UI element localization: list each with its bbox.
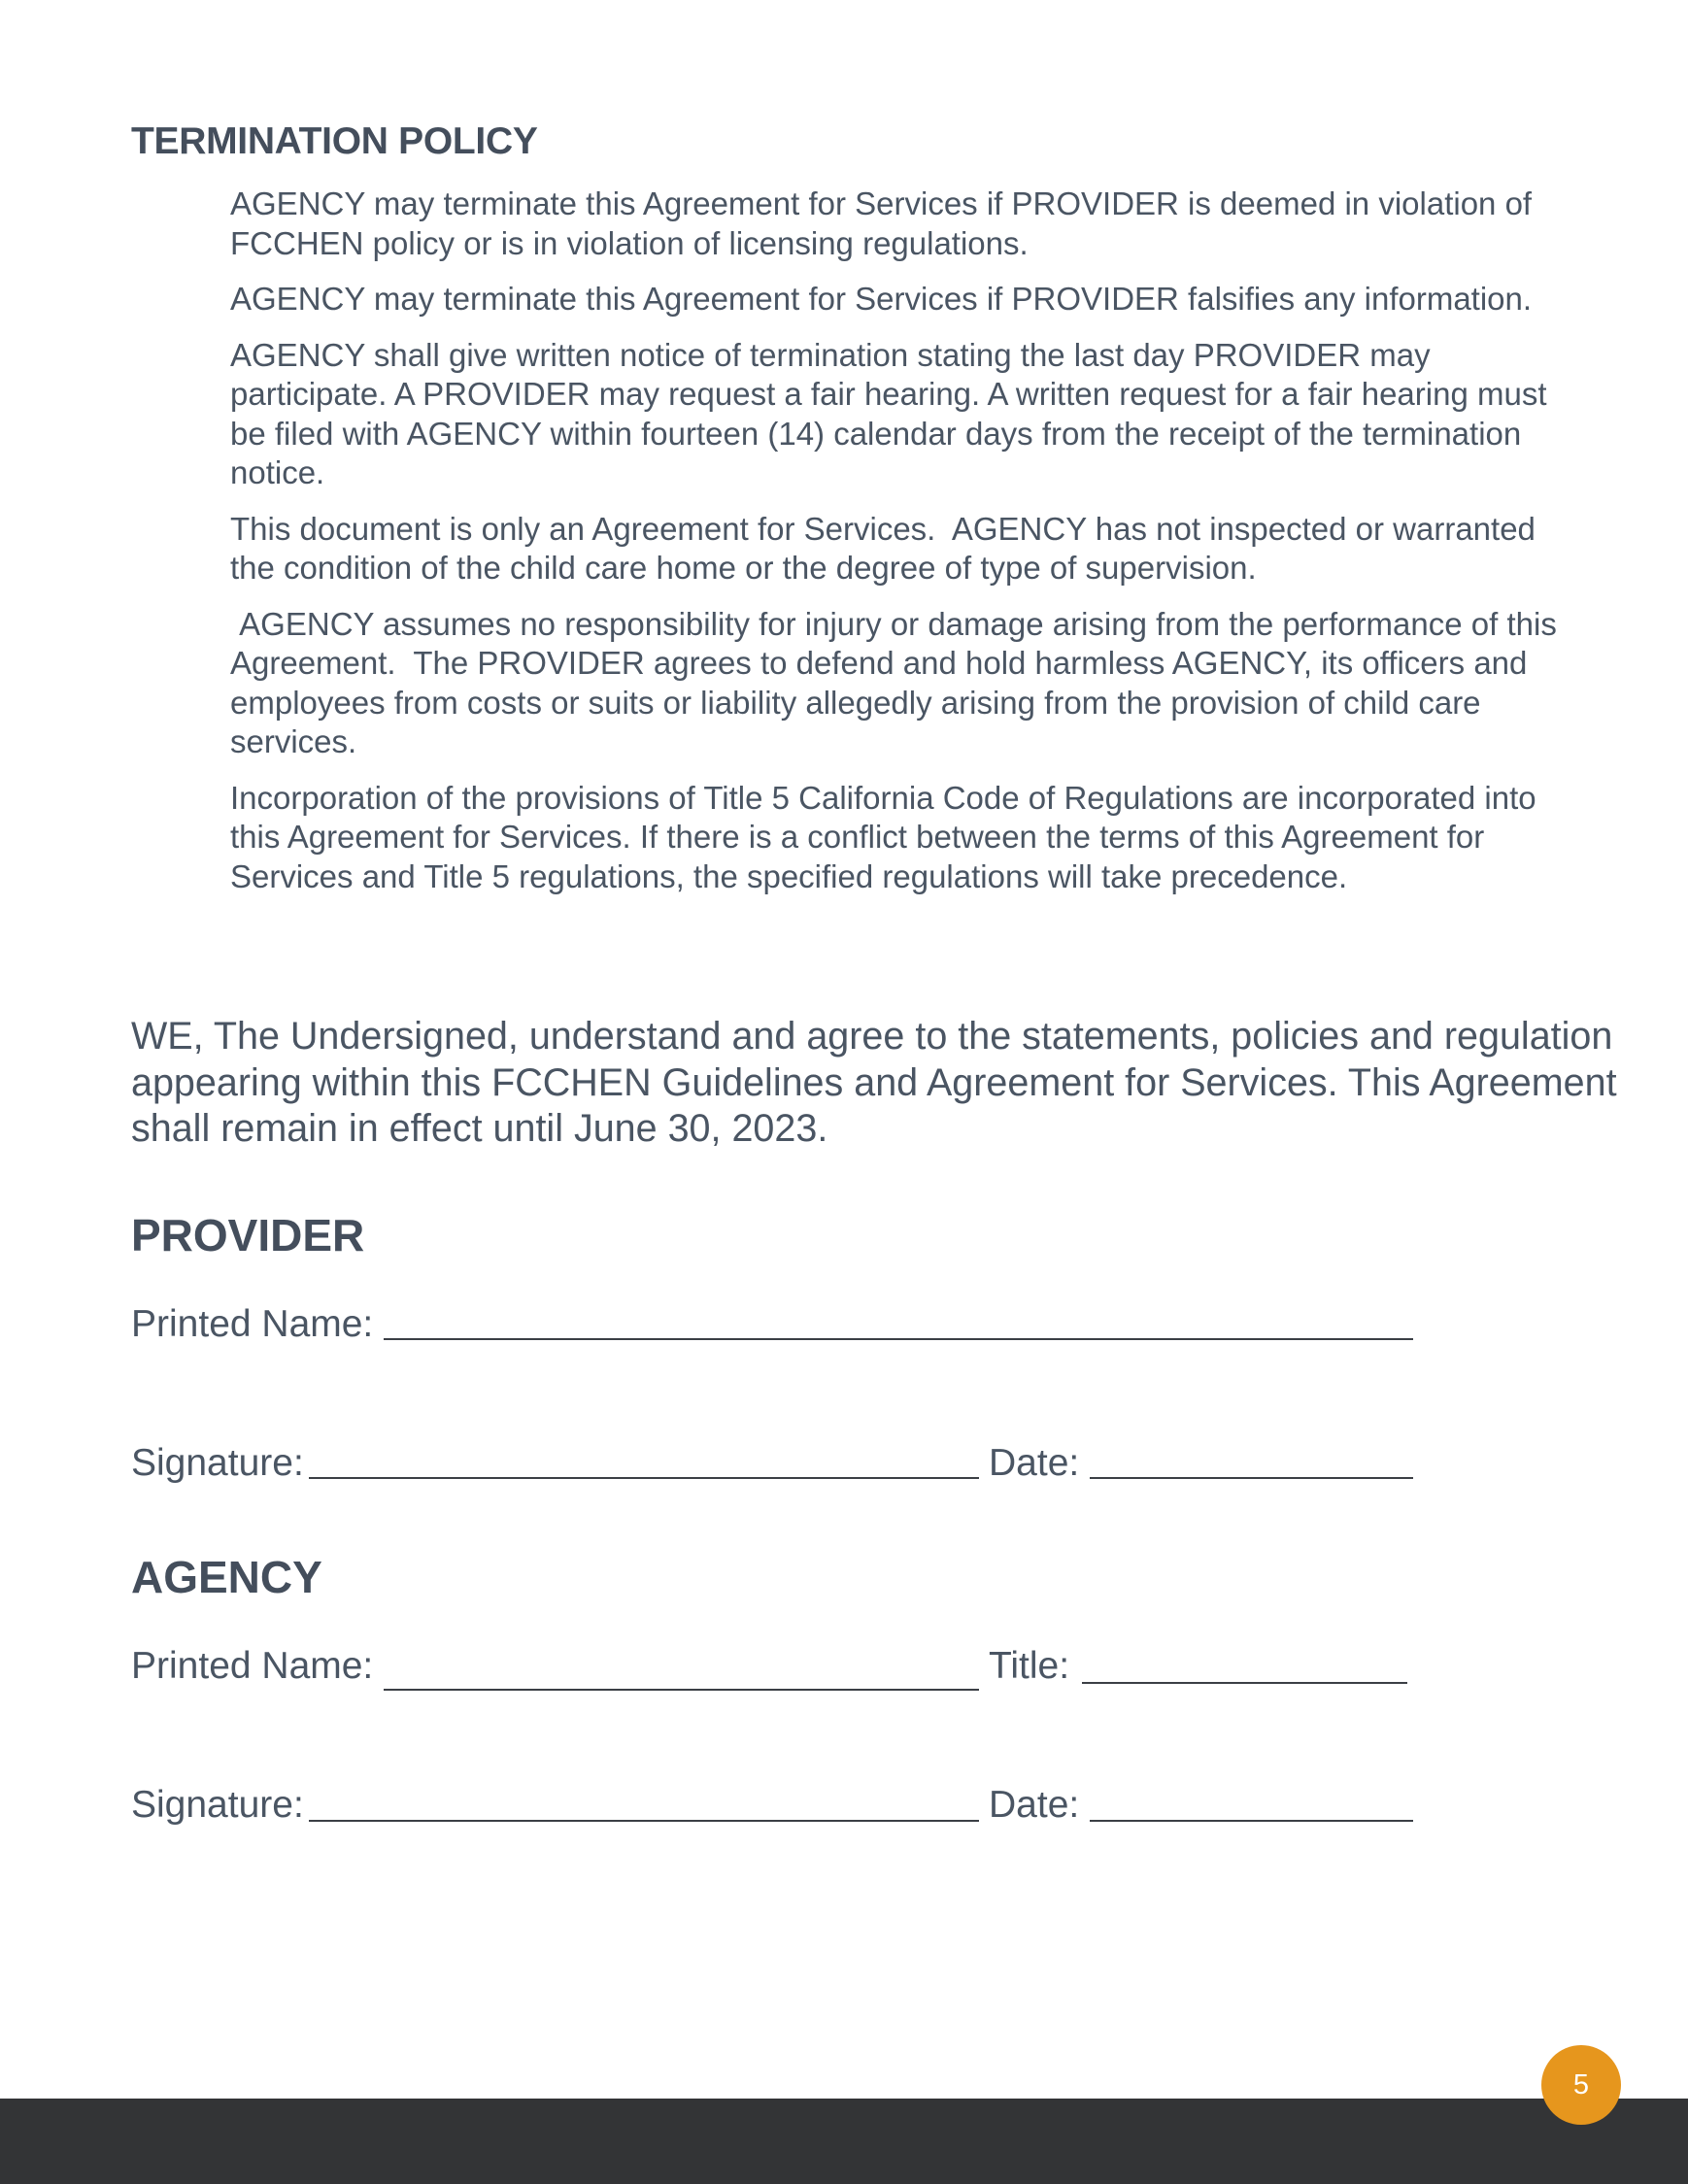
agency-signature-label: Signature: (131, 1784, 304, 1826)
agency-printed-name-label: Printed Name: (131, 1645, 374, 1687)
agency-heading: AGENCY (131, 1552, 322, 1602)
agency-printed-name-line[interactable] (384, 1689, 979, 1691)
agency-date-line[interactable] (1090, 1820, 1413, 1822)
termination-paragraph-5: AGENCY assumes no responsibility for injury or damage arising from the performance of this Agreement. The PROVIDER agrees to defend and hold harmless AGENCY, its officers and employees from costs or suits or liability allegedly arising from the provision of child care services. (230, 605, 1565, 759)
footer-bar (0, 2099, 1688, 2184)
agency-date-label: Date: (989, 1784, 1080, 1826)
provider-printed-name-line[interactable] (384, 1338, 1413, 1340)
termination-paragraph-4: This document is only an Agreement for Services. AGENCY has not inspected or warranted the condition of the child care home or the degree of type of supervision. (230, 510, 1545, 586)
termination-paragraph-2: AGENCY may terminate this Agreement for Services if PROVIDER falsifies any information. (230, 281, 1533, 317)
provider-printed-name-label: Printed Name: (131, 1303, 374, 1345)
provider-date-line[interactable] (1090, 1477, 1413, 1479)
provider-date-label: Date: (989, 1442, 1080, 1484)
agreement-statement: WE, The Undersigned, understand and agree to the statements, policies and regulation appearing within this FCCHEN Guidelines and Agreement for Services. This Agreement shall remain in effect until June 30, 2023. (131, 1015, 1617, 1150)
page-number-badge: 5 (1541, 2045, 1621, 2125)
agency-signature-line[interactable] (309, 1820, 979, 1822)
provider-signature-line[interactable] (309, 1477, 979, 1479)
termination-policy-paragraphs (230, 185, 1565, 913)
agency-title-label: Title: (989, 1645, 1070, 1687)
termination-paragraph-6: Incorporation of the provisions of Title 5 California Code of Regulations are incorporated into this Agreement for Services. If there is a conflict between the terms of this Agreement for Services and Title 5 regulations, the specified regulations will take precedence. (230, 779, 1536, 894)
termination-policy-heading: TERMINATION POLICY (131, 120, 538, 162)
termination-paragraph-1: AGENCY may terminate this Agreement for Services if PROVIDER is deemed in violation of FCCHEN policy or is in violation of licensing regulations. (230, 185, 1533, 261)
agency-title-line[interactable] (1082, 1682, 1407, 1684)
termination-paragraph-3: AGENCY shall give written notice of termination stating the last day PROVIDER may participate. A PROVIDER may request a fair hearing. A written request for a fair hearing must be filed with AGENCY within fourteen (14) calendar days from the receipt of the termination notice. (230, 336, 1547, 490)
provider-heading: PROVIDER (131, 1210, 365, 1260)
provider-signature-label: Signature: (131, 1442, 304, 1484)
